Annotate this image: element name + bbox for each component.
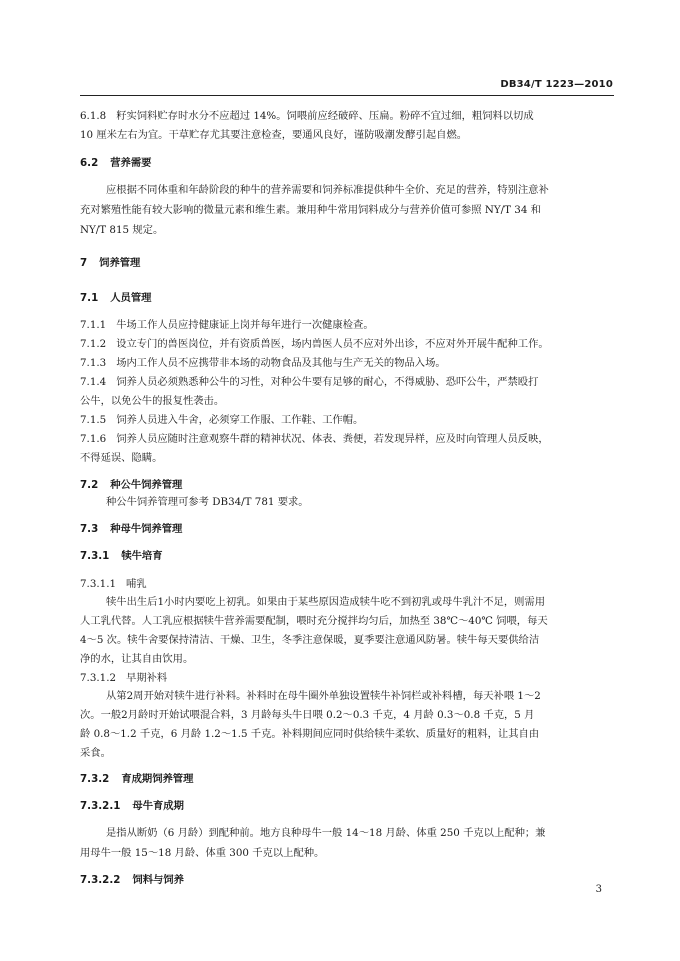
clause-heading-7-3-2-1	[80, 798, 614, 814]
clause-title: 早期补料	[126, 672, 168, 684]
document-code-header: DB34/T 1223—2010	[500, 79, 613, 90]
paragraph-7-3-1-1-line-1: 犊牛出生后1小时内要吃上初乳。如果由于某些原因造成犊牛吃不到初乳或母牛乳汁不足，则需用	[106, 596, 546, 608]
clause-number: 7.1.3	[80, 357, 107, 369]
clause-text: 设立专门的兽医岗位，并有资质兽医，场内兽医人员不应对外出诊，不应对外开展牛配种工作。	[116, 338, 549, 350]
chapter-number: 7	[80, 257, 88, 269]
clause-7-1-4-line-2: 公牛，以免公牛的报复性袭击。	[80, 395, 225, 407]
section-title: 人员管理	[110, 292, 152, 304]
clause-number: 7.3.1.2	[80, 672, 117, 684]
clause-7-1-4-line-1	[80, 374, 614, 390]
section-heading-7-1	[80, 290, 614, 306]
paragraph-7-3-1-2-line-4: 采食。	[80, 747, 111, 759]
clause-number: 6.1.8	[80, 110, 107, 122]
clause-number: 7.1.6	[80, 433, 107, 445]
section-number: 7.2	[80, 479, 99, 491]
paragraph-7-3-1-1-line-2: 人工乳代替。人工乳应根据犊牛营养需要配制，喂时充分搅拌均匀后，加热至 38℃～40℃ 饲喂，每天	[80, 615, 548, 627]
clause-7-1-6-line-1	[80, 431, 614, 447]
paragraph-7-3-2-1-line-1: 是指从断奶（6 月龄）到配种前。地方良种母牛一般 14～18 月龄、体重 250 千克以上配种；兼	[106, 827, 546, 839]
clause-text: 场内工作人员不应携带非本场的动物食品及其他与生产无关的物品入场。	[116, 357, 446, 369]
paragraph-7-3-1-1-line-4: 净的水，让其自由饮用。	[80, 653, 194, 665]
clause-text: 饲养人员应随时注意观察牛群的精神状况、体表、粪便，若发现异样，应及时向管理人员反映，	[116, 433, 549, 445]
page-number: 3	[595, 884, 602, 895]
clause-number: 7.3.1.1	[80, 578, 117, 590]
clause-number: 7.3.2.2	[80, 874, 121, 886]
clause-heading-7-3-1-1	[80, 576, 614, 592]
clause-title: 哺乳	[126, 578, 147, 590]
clause-number: 7.1.1	[80, 319, 107, 331]
clause-number: 7.1.4	[80, 376, 107, 388]
clause-heading-7-3-2-2	[80, 872, 614, 888]
section-title: 犊牛培育	[121, 550, 163, 562]
paragraph-7-2: 种公牛饲养管理可参考 DB34/T 781 要求。	[106, 496, 309, 508]
clause-7-1-3	[80, 355, 614, 371]
clause-7-1-5	[80, 412, 614, 428]
clause-text: 籽实饲料贮存时水分不应超过 14%。饲喂前应经破碎、压扁。粉碎不宜过细，粗饲料以切成	[116, 110, 534, 122]
paragraph-6-2-line-1: 应根据不同体重和年龄阶段的种牛的营养需要和饲养标准提供种牛全价、充足的营养，特别注意补	[106, 184, 549, 196]
clause-6-1-8-line-1	[80, 108, 614, 124]
clause-text: 饲养人员进入牛舍，必须穿工作服、工作鞋、工作帽。	[116, 414, 364, 426]
section-number: 7.3	[80, 523, 99, 535]
section-heading-7-3-2	[80, 771, 614, 787]
clause-text: 牛场工作人员应持健康证上岗并每年进行一次健康检查。	[116, 319, 374, 331]
paragraph-7-3-1-2-line-3: 龄 0.8～1.2 千克，6 月龄 1.2～1.5 千克。补料期间应同时供给犊牛柔软、质量好的粗料，让其自由	[80, 728, 540, 740]
paragraph-7-3-1-1-line-3: 4～5 次。犊牛舍要保持清洁、干燥、卫生，冬季注意保暖，夏季要注意通风防暑。犊牛每天要供给洁	[80, 634, 540, 646]
section-heading-7-2	[80, 477, 614, 493]
chapter-heading-7	[80, 255, 614, 271]
section-number: 7.1	[80, 292, 99, 304]
clause-title: 饲料与饲养	[132, 874, 184, 886]
clause-number: 7.1.5	[80, 414, 107, 426]
header-rule	[80, 95, 614, 96]
chapter-title: 饲养管理	[99, 257, 141, 269]
section-title: 营养需要	[110, 157, 152, 169]
clause-6-1-8-line-2: 10 厘米左右为宜。干草贮存尤其要注意检查，要通风良好，谨防吸潮发酵引起自燃。	[80, 129, 468, 141]
section-heading-7-3-1	[80, 548, 614, 564]
section-number: 7.3.2	[80, 773, 110, 785]
clause-text: 饲养人员必须熟悉种公牛的习性，对种公牛要有足够的耐心，不得威胁、恐吓公牛，严禁殴打	[116, 376, 539, 388]
section-title: 育成期饲养管理	[121, 773, 194, 785]
paragraph-7-3-1-2-line-1: 从第2周开始对犊牛进行补料。补料时在母牛圈外单独设置犊牛补饲栏或补料槽，每天补喂 1～2	[106, 690, 541, 702]
clause-7-1-2	[80, 336, 614, 352]
clause-7-1-6-line-2: 不得延误、隐瞒。	[80, 452, 163, 464]
paragraph-7-3-1-2-line-2: 次。一般2月龄时开始试喂混合料，3 月龄每头牛日喂 0.2～0.3 千克，4 月龄 0.3～0.8 千克，5 月	[80, 709, 535, 721]
section-title: 种母牛饲养管理	[110, 523, 183, 535]
clause-heading-7-3-1-2	[80, 670, 614, 686]
section-number: 7.3.1	[80, 550, 110, 562]
section-number: 6.2	[80, 157, 99, 169]
paragraph-7-3-2-1-line-2: 用母牛一般 15～18 月龄、体重 300 千克以上配种。	[80, 847, 325, 859]
section-title: 种公牛饲养管理	[110, 479, 183, 491]
clause-7-1-1	[80, 317, 614, 333]
section-heading-6-2	[80, 155, 614, 171]
section-heading-7-3	[80, 521, 614, 537]
paragraph-6-2-line-3: NY/T 815 规定。	[80, 224, 164, 236]
paragraph-6-2-line-2: 充对繁殖性能有较大影响的微量元素和维生素。兼用种牛常用饲料成分与营养价值可参照 NY/T 34 和	[80, 204, 541, 216]
clause-title: 母牛育成期	[132, 800, 184, 812]
clause-number: 7.3.2.1	[80, 800, 121, 812]
clause-number: 7.1.2	[80, 338, 107, 350]
